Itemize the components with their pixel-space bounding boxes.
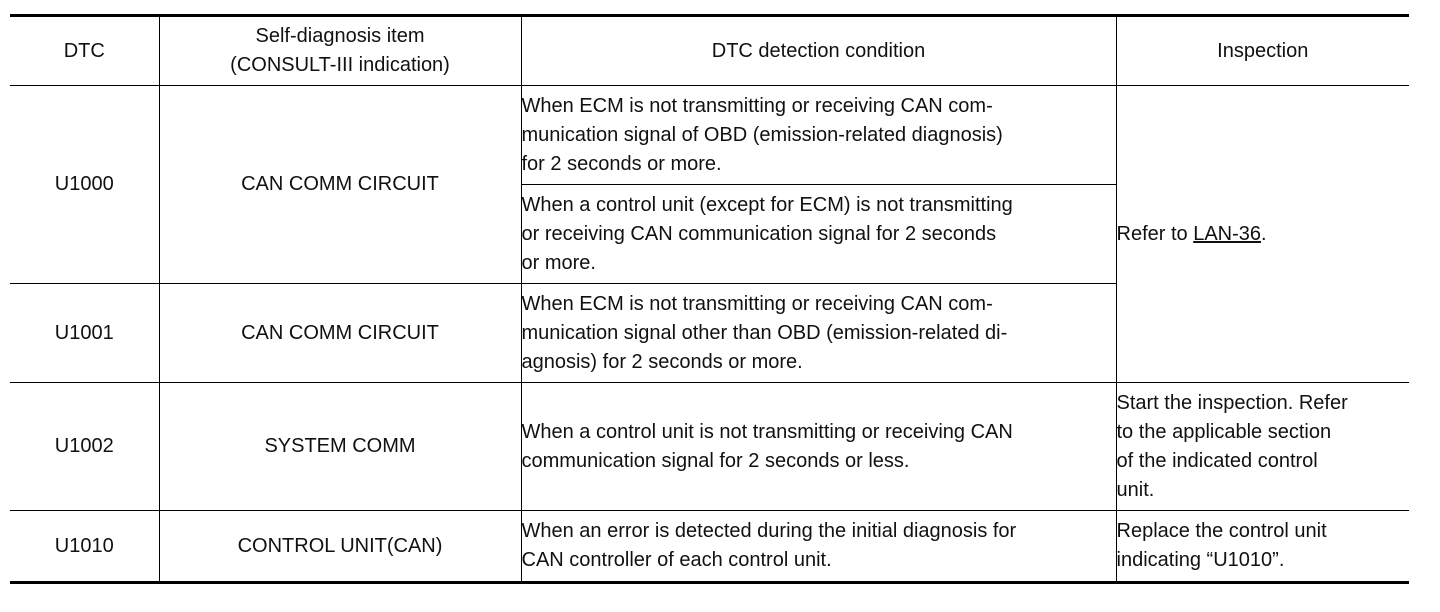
condition-line: When a control unit is not transmitting or receiving CAN bbox=[521, 420, 1013, 443]
condition-u1000-a bbox=[521, 86, 1116, 185]
header-self-diagnosis-item bbox=[159, 16, 521, 86]
inspection-line: indicating “U1010”. bbox=[1116, 549, 1285, 571]
inspection-line: Start the inspection. Refer bbox=[1116, 391, 1348, 414]
header-dtc: DTC bbox=[10, 16, 159, 86]
inspection-u1002 bbox=[1116, 383, 1409, 511]
condition-line: communication signal for 2 seconds or less. bbox=[521, 449, 910, 472]
condition-line: When an error is detected during the initial diagnosis for bbox=[521, 520, 1017, 542]
inspection-line: Replace the control unit bbox=[1116, 520, 1327, 542]
item-u1001: CAN COMM CIRCUIT bbox=[159, 284, 521, 383]
condition-line: When ECM is not transmitting or receiving CAN com- bbox=[521, 94, 993, 117]
condition-u1001 bbox=[521, 284, 1116, 383]
condition-u1002 bbox=[521, 383, 1116, 511]
condition-line: CAN controller of each control unit. bbox=[521, 549, 832, 571]
condition-line: When a control unit (except for ECM) is not transmitting bbox=[521, 193, 1013, 216]
inspection-line: of the indicated control bbox=[1116, 449, 1318, 472]
condition-line: When ECM is not transmitting or receiving CAN com- bbox=[521, 292, 993, 315]
dtc-table bbox=[10, 14, 1409, 584]
condition-line: or receiving CAN communication signal for 2 seconds bbox=[521, 222, 997, 245]
inspection-u1010 bbox=[1116, 511, 1409, 583]
header-item-line2: (CONSULT-III indication) bbox=[230, 54, 450, 76]
condition-line: for 2 seconds or more. bbox=[521, 152, 722, 175]
table-row bbox=[10, 86, 1409, 185]
item-u1010: CONTROL UNIT(CAN) bbox=[159, 511, 521, 583]
header-row bbox=[10, 16, 1409, 86]
inspection-shared bbox=[1116, 86, 1409, 383]
dtc-code-u1001: U1001 bbox=[10, 284, 159, 383]
condition-line: agnosis) for 2 seconds or more. bbox=[521, 350, 803, 373]
inspection-refer-text: Refer to bbox=[1116, 222, 1194, 245]
condition-u1010 bbox=[521, 511, 1116, 583]
dtc-code-u1000: U1000 bbox=[10, 86, 159, 284]
condition-line: munication signal of OBD (emission-related diagnosis) bbox=[521, 123, 1003, 146]
header-detection-condition: DTC detection condition bbox=[521, 16, 1116, 86]
table-row bbox=[10, 511, 1409, 583]
condition-u1000-b bbox=[521, 185, 1116, 284]
header-inspection: Inspection bbox=[1116, 16, 1409, 86]
inspection-line: to the applicable section bbox=[1116, 420, 1332, 443]
dtc-code-u1010: U1010 bbox=[10, 511, 159, 583]
dtc-code-u1002: U1002 bbox=[10, 383, 159, 511]
item-u1002: SYSTEM COMM bbox=[159, 383, 521, 511]
condition-line: or more. bbox=[521, 251, 596, 274]
inspection-line: unit. bbox=[1116, 478, 1155, 501]
inspection-period: . bbox=[1261, 222, 1267, 245]
lan-36-link[interactable]: LAN-36 bbox=[1193, 222, 1262, 245]
item-u1000: CAN COMM CIRCUIT bbox=[159, 86, 521, 284]
header-item-line1: Self-diagnosis item bbox=[255, 25, 425, 47]
table-row bbox=[10, 383, 1409, 511]
condition-line: munication signal other than OBD (emission-related di- bbox=[521, 321, 1008, 344]
